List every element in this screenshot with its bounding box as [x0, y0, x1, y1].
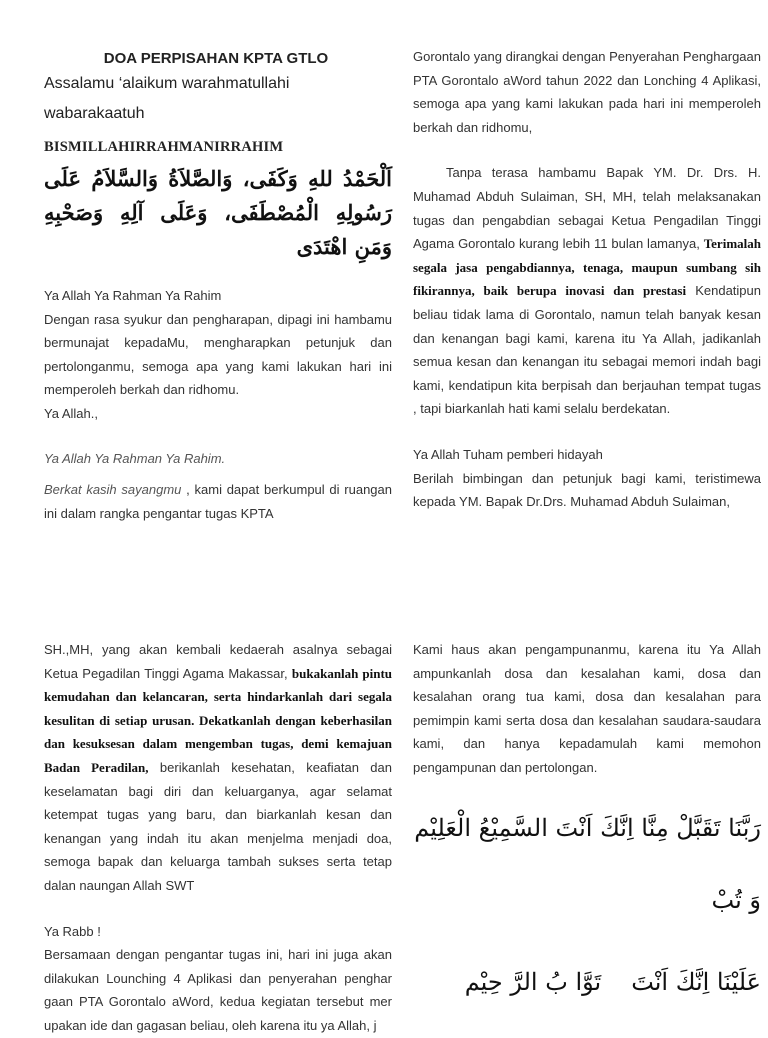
- arabic-opening: اَلْحَمْدُ للهِ وَكَفَى، وَالصَّلاَةُ وَالسَّلاَمُ عَلَى رَسُولِهِ الْمُصْطَفَى، وَعَلَى آلِهِ وَصَحْبِهِ وَمَنِ اهْتَدَى: [44, 166, 392, 259]
- paragraph-1: Dengan rasa syukur dan pengharapan, dipagi ini hambamu bermunajat kepadaMu, mengharapkan petunjuk dan pertolonganmu, semoga apa yang kami lakukan hari ini memperoleh berkah dan ridhomu.: [44, 311, 392, 398]
- arabic-prayer-line-1: رَبَّنَا تَقَبَّلْ مِنَّا اِنَّكَ اَنْتَ السَّمِيْعُ الْعَلِيْم: [414, 813, 761, 842]
- paragraph-2-italic: Berkat kasih sayangmu: [44, 482, 182, 498]
- paragraph-2-rest: , kami dapat berkumpul di ruangan ini dalam rangka pengantar tugas KPTA: [44, 482, 392, 521]
- left-column-2: [44, 638, 392, 1038]
- right-paragraph-2: [413, 161, 761, 421]
- right-paragraph-2-text: Tanpa terasa hambamu Bapak YM. Dr. Drs. H. Muhamad Abduh Sulaiman, SH, MH, telah melaksanakan tugas dan pengabdian sebagai Ketua Pengadilan Tinggi Agama Gorontalo kurang lebih 11 bulan lamanya,: [413, 165, 761, 252]
- left-paragraph-1-text: SH.,MH, yang akan kembali kedaerah asalnya sebagai Ketua Pegadilan Tinggi Agama Makassar,: [44, 642, 392, 681]
- arabic-prayer-line-3a: عَلَيْنَا اِنَّكَ اَنْتَ: [631, 967, 761, 996]
- ya-allah: Ya Allah.,: [44, 405, 98, 421]
- left-column: [44, 50, 392, 525]
- greeting: Assalamu ‘alaikum warahmatullahi wabarakaatuh: [44, 75, 290, 122]
- right-paragraph-2-rest: Kendatipun beliau tidak lama di Gorontalo, namun telah banyak kesan dan kenangan bagi kami, karena itu Ya Allah, jadikanlah semua kesan dan kenangan itu sebagai memori indah bagi kami, kendatipun kita berpisah dan berjauhan tempat tugas , tapi biarkanlah hati kami selalu berdekatan.: [413, 283, 761, 417]
- right-column-2: [413, 638, 761, 996]
- right-paragraph-pardon: Kami haus akan pengampunanmu, karena itu Ya Allah ampunkanlah dosa dan kesalahan kami, dosa dan kesalahan orang tua kami, dosa dan kesalahan para pemimpin kami serta dosa dan kesalahan saudara-saudara kami, dan hanya kepadamulah kami memohon pengampunan dan pertolongan.: [413, 642, 761, 775]
- right-invocation: Ya Allah Tuham pemberi hidayah: [413, 446, 603, 462]
- left-paragraph-1-rest: berikanlah kesehatan, keafiatan dan keselamatan bagi diri dan keluarganya, agar selamat ketempat tugas yang baru, dan biarkanlah kesan dan kenangan yang indah itu akan menjelma menjadi doa, semoga bapak dan keluarga tambah sukses serta tetap dalan naungan Allah SWT: [44, 759, 392, 893]
- document-title: DOA PERPISAHAN KPTA GTLO: [103, 50, 329, 67]
- left-paragraph-1: [44, 638, 392, 898]
- right-paragraph-3: Berilah bimbingan dan petunjuk bagi kami, teristimewa kepada YM. Bapak Dr.Drs. Muhamad Abduh Sulaiman,: [413, 470, 761, 510]
- arabic-prayer-line-3b: تَوَّا بُ الرَّ حِيْم: [464, 967, 602, 996]
- bismillah-heading: BISMILLAHIRRAHMANIRRAHIM: [44, 139, 284, 155]
- arabic-prayer-line-3: [413, 968, 761, 996]
- arabic-prayer-line-2: وَ تُبْ: [711, 885, 761, 914]
- left-paragraph-2: Bersamaan dengan pengantar tugas ini, hari ini juga akan dilakukan Lounching 4 Aplikasi dan penyerahan penghar gaan PTA Gorontalo aWord, kedua kegiatan tersebut mer upakan ide dan gagasan beliau, oleh karena itu ya Allah, j: [44, 947, 392, 1033]
- right-column: [413, 45, 761, 514]
- ya-rabb: Ya Rabb !: [44, 923, 101, 939]
- invocation-2: Ya Allah Ya Rahman Ya Rahim.: [44, 450, 226, 466]
- paragraph-2: [44, 478, 392, 525]
- invocation-1: Ya Allah Ya Rahman Ya Rahim: [44, 288, 222, 303]
- right-paragraph-2-bold: Terimalah segala jasa pengabdiannya, tenaga, maupun sumbang sih fikirannya, baik berupa inovasi dan prestasi: [413, 236, 761, 299]
- left-paragraph-1-bold: bukakanlah pintu kemudahan dan kelancaran, serta hindarkanlah dari segala kesulitan di setiap urusan. Dekatkanlah dengan keberhasilan dan kesuksesan dalam mengemban tugas, demi kemajuan Badan Peradilan,: [44, 665, 393, 775]
- right-paragraph-1: Gorontalo yang dirangkai dengan Penyerahan Penghargaan PTA Gorontalo aWord tahun 2022 dan Lonching 4 Aplikasi, semoga apa yang kami lakukan pada hari ini memperoleh berkah dan ridhomu,: [413, 49, 761, 135]
- page-2: [0, 612, 768, 1033]
